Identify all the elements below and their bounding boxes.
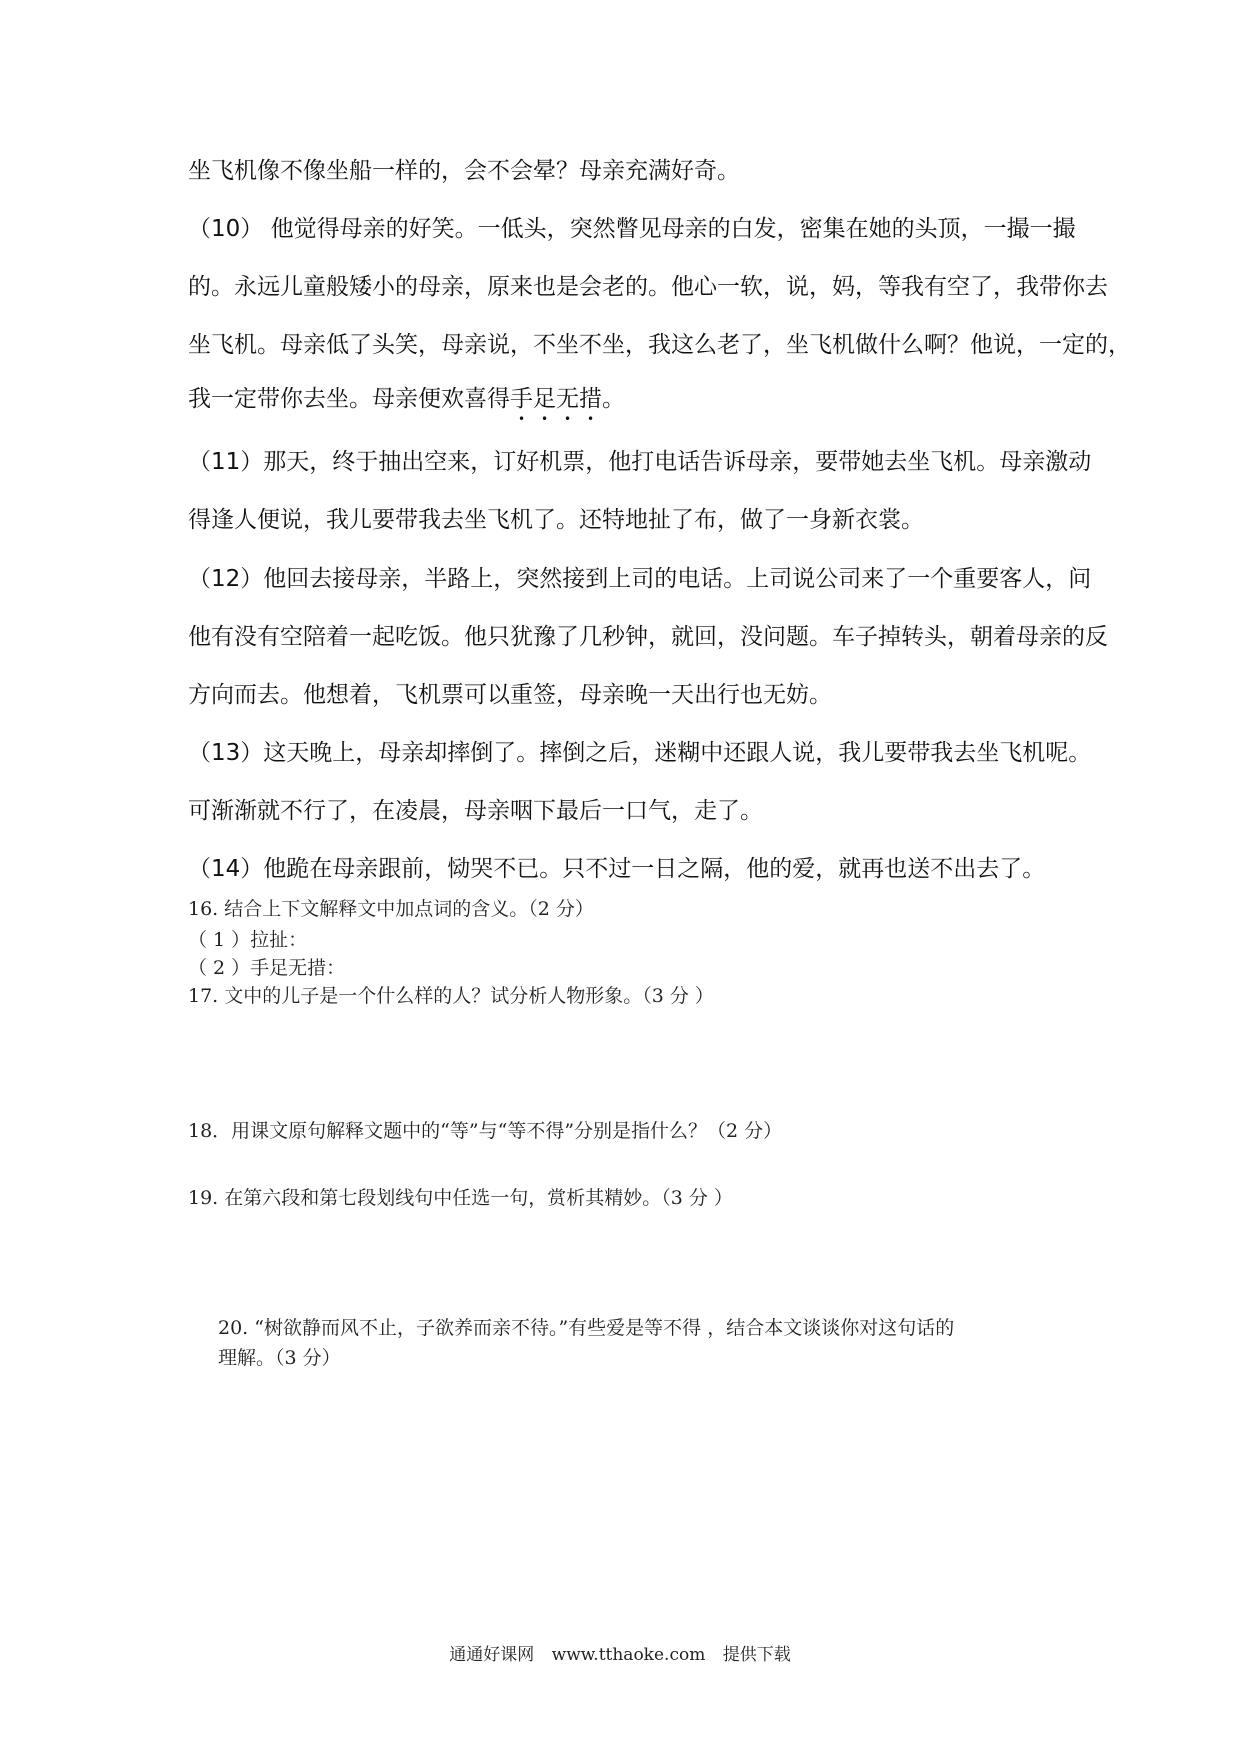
passage-line: 可渐渐就不行了，在凌晨，母亲咽下最后一口气，走了。 bbox=[188, 798, 763, 824]
question-17: 17. 文中的儿子是一个什么样的人？试分析人物形象。（3 分 ） bbox=[188, 985, 714, 1007]
passage-paragraph-11: （11）那天，终于抽出空来，订好机票，他打电话告诉母亲，要带她去坐飞机。母亲激动 bbox=[188, 449, 1092, 475]
passage-line: 得逢人便说，我儿要带我去坐飞机了。还特地扯了布，做了一身新衣裳。 bbox=[188, 507, 924, 533]
footer-suffix: 提供下载 bbox=[722, 1645, 791, 1665]
passage-line: 方向而去。他想着，飞机票可以重签，母亲晚一天出行也无妨。 bbox=[188, 682, 832, 708]
passage-line: 坐飞机像不像坐船一样的，会不会晕？母亲充满好奇。 bbox=[188, 158, 740, 184]
question-19: 19. 在第六段和第七段划线句中任选一句，赏析其精妙。（3 分 ） bbox=[188, 1187, 733, 1209]
question-16-part-2: （ 2 ）手足无措： bbox=[188, 957, 346, 979]
question-20-line-1: 20. “树欲静而风不止，子欲养而亲不待。”有些爱是等不得 ，结合本文谈谈你对这句话的 bbox=[218, 1317, 955, 1339]
question-16: 16. 结合上下文解释文中加点词的含义。（2 分） bbox=[188, 898, 594, 920]
passage-line: 他有没有空陪着一起吃饭。他只犹豫了几秒钟，就回，没问题。车子掉转头，朝着母亲的反 bbox=[188, 624, 1108, 650]
page-footer bbox=[0, 1640, 1240, 1665]
footer-url: www.tthaoke.com bbox=[551, 1645, 706, 1665]
passage-paragraph-12: （12）他回去接母亲，半路上，突然接到上司的电话。上司说公司来了一个重要客人，问 bbox=[188, 566, 1092, 592]
question-16-part-1: （ 1 ）拉扯： bbox=[188, 929, 308, 951]
passage-text: 我一定带你去坐。母亲便欢喜得 bbox=[188, 386, 510, 412]
dotted-word: 手足无措 bbox=[510, 386, 602, 412]
question-20-line-2: 理解。（3 分） bbox=[218, 1347, 341, 1369]
passage-paragraph-13: （13）这天晚上，母亲却摔倒了。摔倒之后，迷糊中还跟人说，我儿要带我去坐飞机呢。 bbox=[188, 740, 1092, 766]
passage-line: 的。永远儿童般矮小的母亲，原来也是会老的。他心一软，说，妈，等我有空了，我带你去 bbox=[188, 274, 1108, 300]
question-18: 18．用课文原句解释文题中的“等”与“等不得”分别是指什么？（2 分） bbox=[188, 1120, 783, 1142]
passage-paragraph-10: （10） 他觉得母亲的好笑。一低头，突然瞥见母亲的白发，密集在她的头顶，一撮一撮 bbox=[188, 216, 1076, 242]
passage-text: 。 bbox=[602, 386, 625, 412]
passage-line: 坐飞机。母亲低了头笑，母亲说，不坐不坐，我这么老了，坐飞机做什么啊？他说，一定的， bbox=[188, 332, 1131, 358]
footer-site-name: 通通好课网 bbox=[449, 1645, 535, 1665]
passage-paragraph-14: （14）他跪在母亲跟前，恸哭不已。只不过一日之隔，他的爱，就再也送不出去了。 bbox=[188, 856, 1046, 882]
passage-line-with-dotted-word bbox=[188, 380, 1068, 426]
